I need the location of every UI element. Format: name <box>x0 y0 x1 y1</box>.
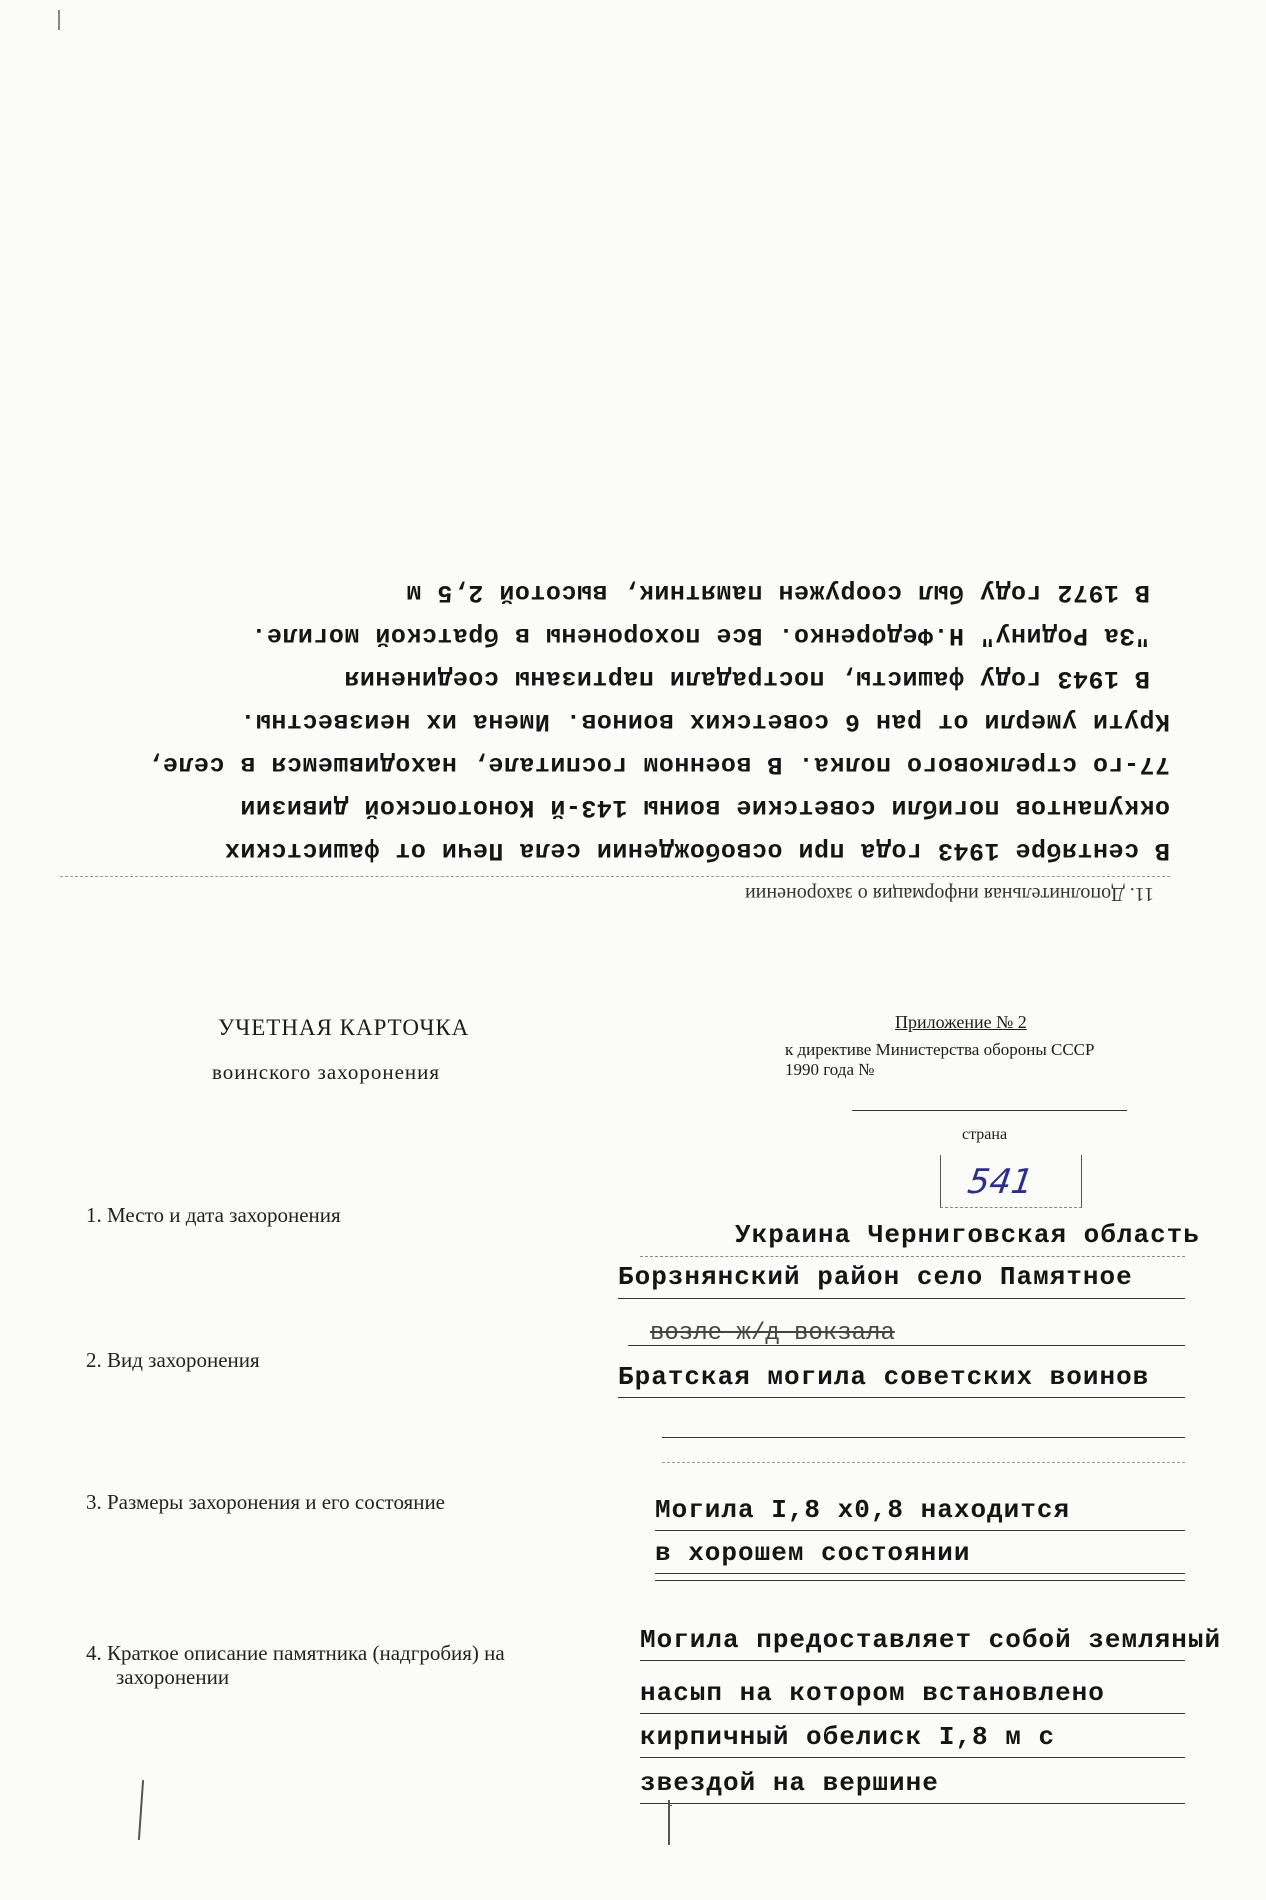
field-description-line-2: насып на котором встановлено <box>640 1678 1105 1708</box>
field-line <box>618 1397 1185 1398</box>
field-description-line-4: звездой на вершине <box>640 1768 939 1798</box>
field-description-label-2: захоронении <box>116 1665 230 1689</box>
additional-info-header: 11. Дополнительная информация о захоронении <box>745 883 1154 905</box>
field-place-line-1: Украина Черниговская область <box>735 1220 1200 1250</box>
card-title: УЧЕТНАЯ КАРТОЧКА <box>218 1015 470 1040</box>
field-line <box>640 1660 1185 1661</box>
field-line <box>655 1580 1185 1581</box>
field-line <box>640 1256 1185 1257</box>
info-line: оккупантов погибли советские воины 143-й Конотопской дивизии <box>239 793 1170 822</box>
field-size-label: 3. Размеры захоронения и его состояние <box>86 1490 445 1514</box>
field-line <box>628 1345 1185 1346</box>
directive-line-1: к директиве Министерства обороны СССР <box>785 1040 1095 1059</box>
handwritten-number: 541 <box>965 1162 1036 1202</box>
margin-mark <box>138 1780 144 1840</box>
field-place-date-label: 1. Место и дата захоронения <box>86 1203 341 1227</box>
margin-mark <box>58 10 60 30</box>
info-line: В сентябре 1943 года при освобождении села Печи от фашистских <box>224 836 1170 865</box>
field-size-line-1: Могила I,8 х0,8 находится <box>655 1495 1071 1525</box>
field-line <box>640 1803 1185 1804</box>
field-type-label: 2. Вид захоронения <box>86 1348 260 1372</box>
info-line: В 1943 году фашисты, пострадали партизаны соединения <box>343 664 1150 693</box>
field-place-line-3: возле ж/д вокзала <box>650 1320 895 1347</box>
field-line <box>662 1462 1185 1463</box>
field-line <box>662 1437 1185 1438</box>
margin-mark <box>668 1800 670 1845</box>
field-line <box>655 1573 1185 1574</box>
field-description-line-1: Могила предоставляет собой земляный <box>640 1625 1222 1655</box>
field-line <box>640 1713 1185 1714</box>
info-line: "За Родину" Н.Федоренко. Все похоронены в братской могиле. <box>250 621 1150 650</box>
country-label: страна <box>962 1126 1008 1143</box>
field-line <box>618 1298 1185 1299</box>
margin-mark <box>670 1805 672 1806</box>
card-subtitle: воинского захоронения <box>212 1060 441 1084</box>
field-description-label-1: 4. Краткое описание памятника (надгробия) на <box>86 1641 505 1665</box>
field-line <box>640 1757 1185 1758</box>
country-line <box>852 1110 1127 1111</box>
info-line: Крути умерли от ран 6 советских воинов. Имена их неизвестны. <box>239 707 1170 736</box>
header-divider <box>60 876 1170 877</box>
field-line <box>655 1530 1185 1531</box>
directive-line-2: 1990 года № <box>785 1060 875 1079</box>
field-size-line-2: в хорошем состоянии <box>655 1538 971 1568</box>
additional-info-block <box>60 560 1170 905</box>
field-place-line-2: Борзнянский район село Памятное <box>618 1262 1133 1292</box>
appendix-label: Приложение № 2 <box>895 1012 1027 1032</box>
info-line: В 1972 году был сооружен памятник, высотой 2,5 м <box>405 578 1150 607</box>
field-type-value: Братская могила советских воинов <box>618 1362 1150 1392</box>
info-line: 77-го стрелкового полка. В военном госпитале, находившемся в селе, <box>146 750 1170 779</box>
field-description-line-3: кирпичный обелиск I,8 м с <box>640 1722 1056 1752</box>
